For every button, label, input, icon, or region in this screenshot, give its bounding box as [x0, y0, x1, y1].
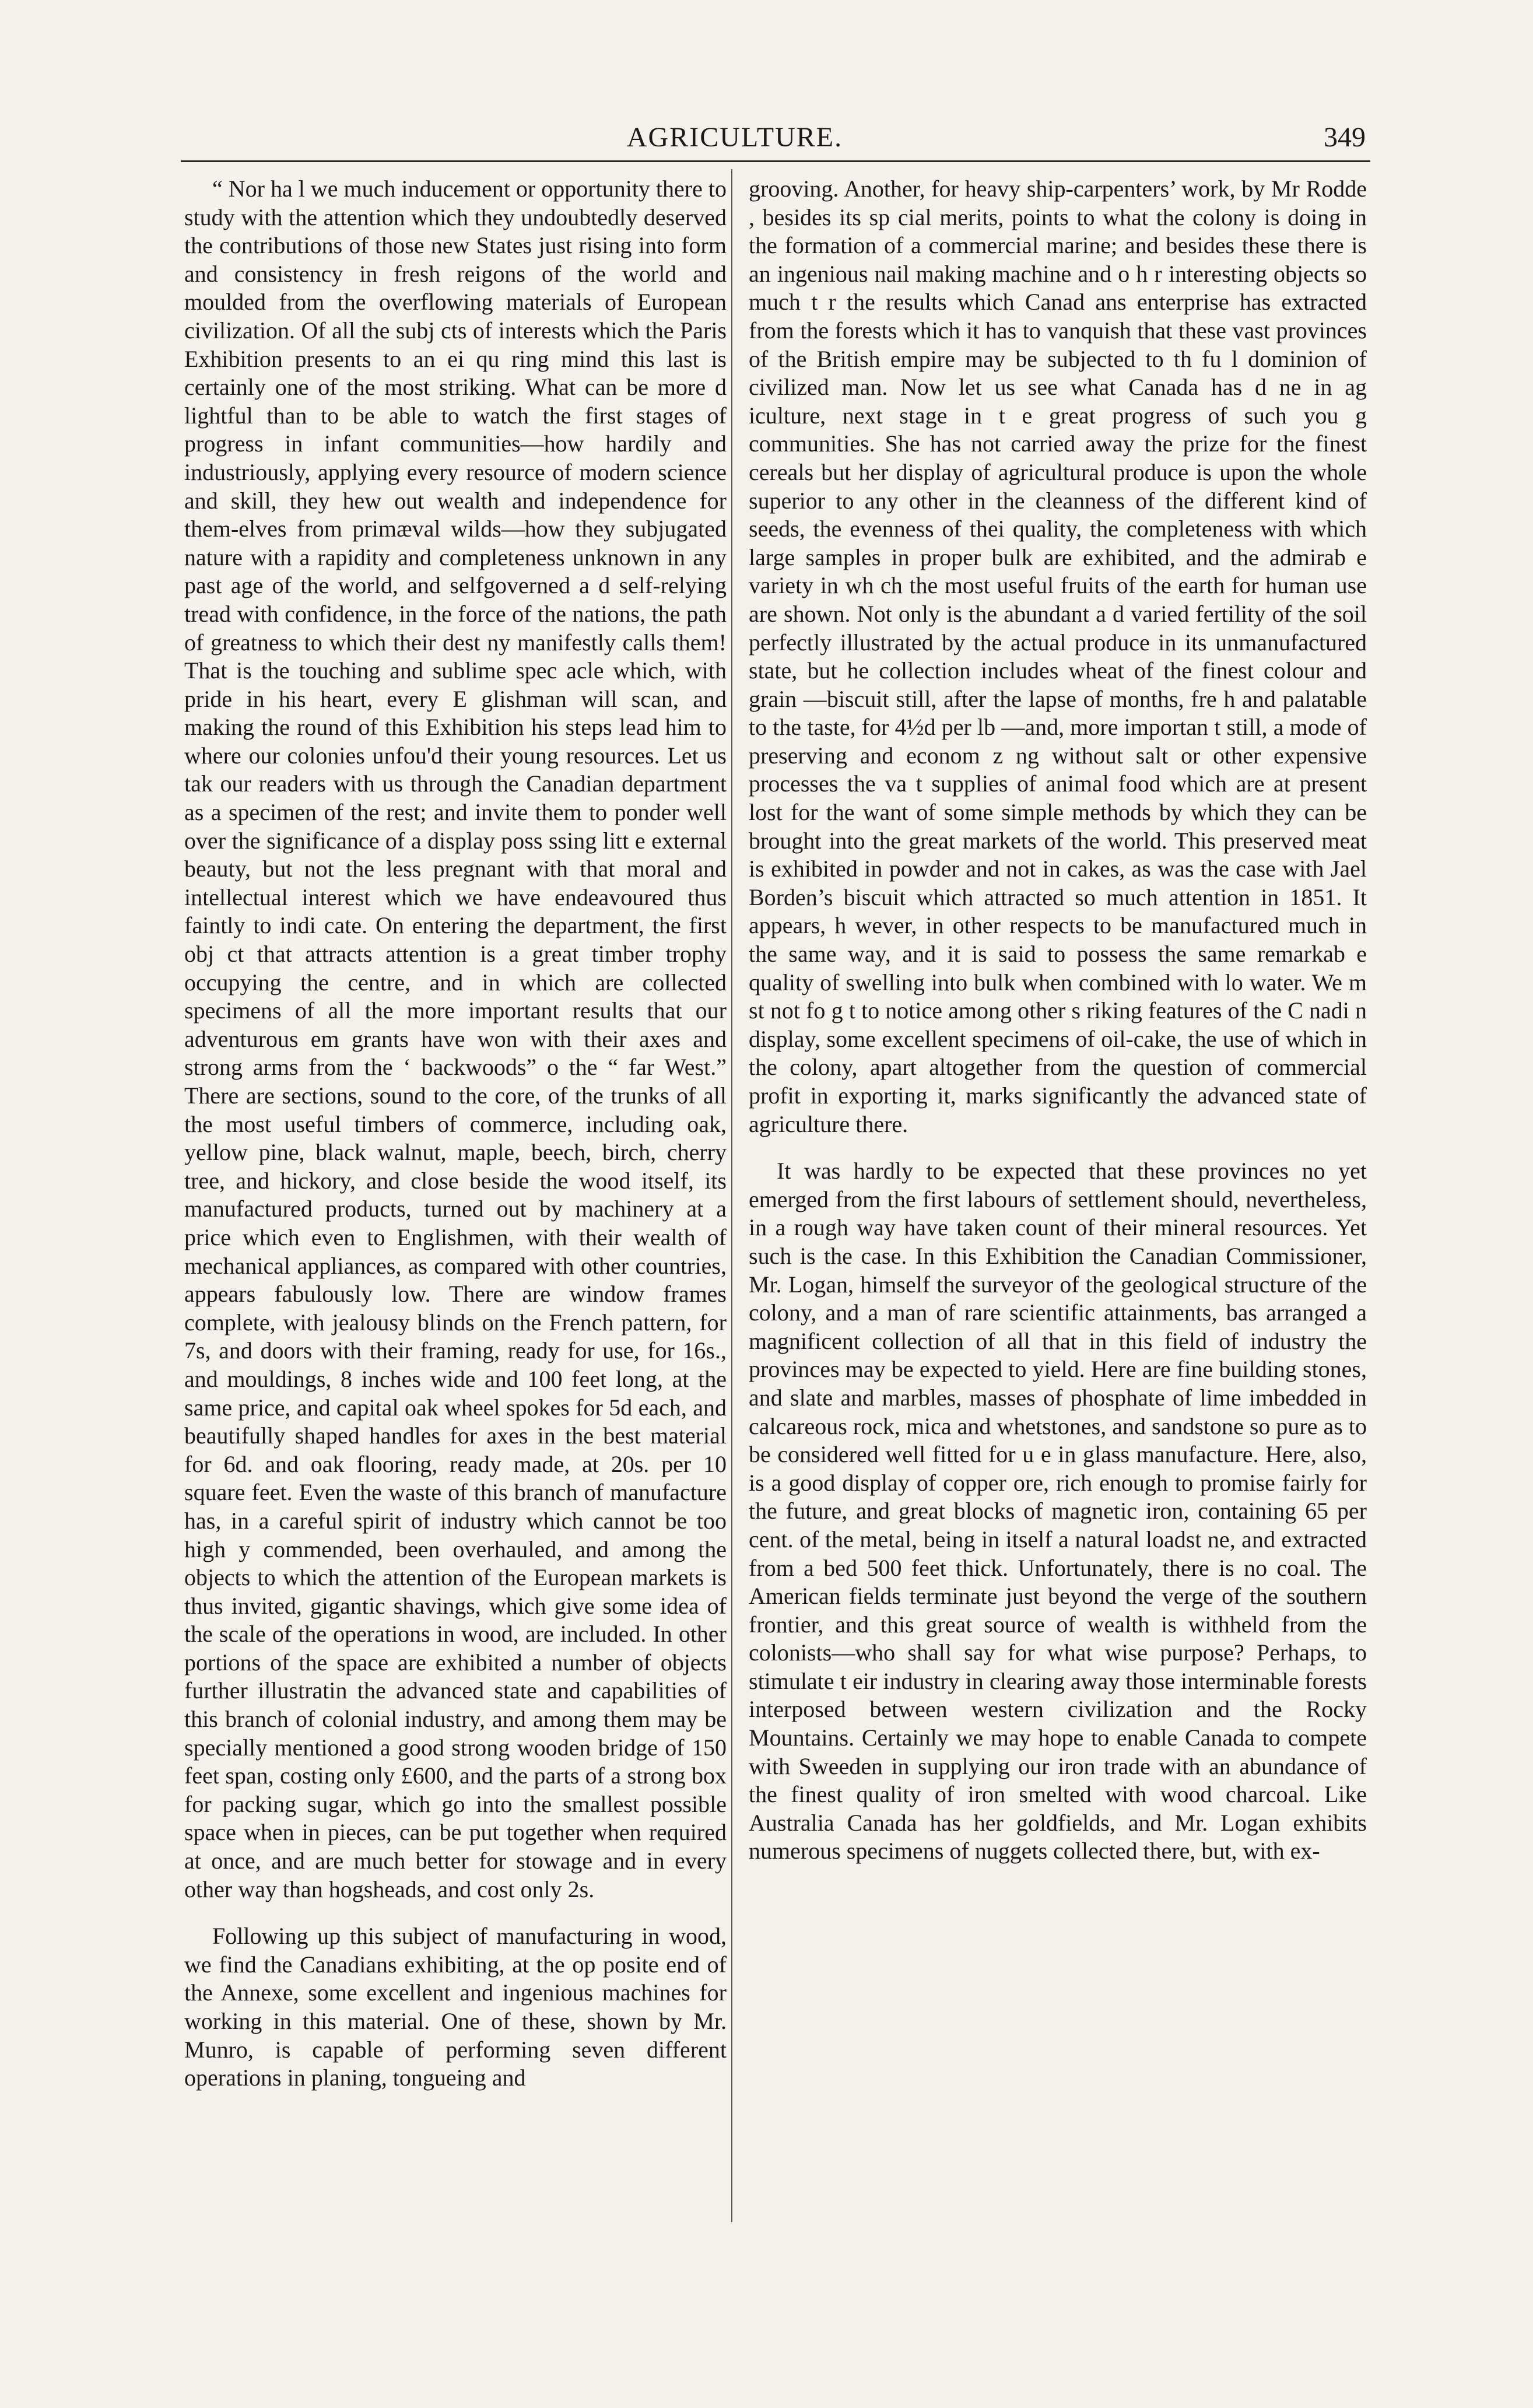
running-title: AGRICULTURE. — [626, 122, 843, 153]
column-divider — [731, 169, 732, 2222]
page-number: 349 — [1324, 122, 1366, 153]
paragraph: It was hardly to be expected that these provinces no yet emerged from the first labours of settlement should, nevertheless, in a rough way have taken count of their mineral resources. Yet such is the case. In this Exhibition the Canadian Commissioner, Mr. Logan, himself the surveyor of the geological structure of the colony, and a man of rare scientific attainments, bas arranged a magnificent collection of all that in this field of industry the provinces may be expected to yield. Here are fine building stones, and slate and marbles, masses of phosphate of lime imbedded in calcareous rock, mica and whetstones, and sandstone so pure as to be considered well fitted for u e in glass manufacture. Here, also, is a good display of copper ore, rich enough to promise fairly for the future, and great blocks of magnetic iron, containing 65 per cent. of the metal, being in itself a natural loadst ne, and extracted from a bed 500 feet thick. Unfortunately, there is no coal. The American fields terminate just beyond the verge of the southern frontier, and this great source of wealth is withheld from the colonists—who shall say for what wise purpose? Perhaps, to stimulate t eir industry in clearing away those interminable forests interposed between western civilization and the Rocky Mountains. Certainly we may hope to enable Canada to compete with Sweeden in supplying our iron trade with an abundance of the finest quality of iron smelted with wood charcoal. Like Australia Canada has her goldfields, and Mr. Logan exhibits numerous specimens of nuggets collected there, but, with ex- — [749, 1158, 1367, 1864]
paragraph: “ Nor ha l we much inducement or opportunity there to study with the attention which they undoubtedly deserved the contributions of those new States just rising into form and consistency in fresh reigons of the world and moulded from the overflowing materials of European civilization. Of all the subj cts of interests which the Paris Exhibition presents to an ei qu ring mind this last is certainly one of the most striking. What can be more d lightful than to be able to watch the first stages of progress in infant communities—how hardily and industriously, applying every resource of modern science and skill, they hew out wealth and independence for them-elves from primæval wilds—how they subjugated nature with a rapidity and completeness unknown in any past age of the world, and selfgoverned a d self-relying tread with confidence, in the force of the nations, the path of greatness to which their dest ny manifestly calls them! That is the touching and sublime spec acle which, with pride in his heart, every E glishman will scan, and making the round of this Exhibition his steps lead him to where our colonies unfou'd their young resources. Let us tak our readers with us through the Canadian department as a specimen of the rest; and invite them to ponder well over the significance of a display poss ssing litt e external beauty, but not the less pregnant with that moral and intellectual interest which we have endeavoured thus faintly to indi cate. On entering the department, the first obj ct that attracts attention is a great timber trophy occupying the centre, and in which are collected specimens of all the more important results that our adventurous em grants have won with their axes and strong arms from the ‘ backwoods” o the “ far West.” There are sections, sound to the core, of the trunks of all the most useful timbers of commerce, including oak, yellow pine, black walnut, maple, beech, birch, cherry tree, and hickory, and close beside the wood itself, its manufactured products, turned out by machinery at a price which even to Englishmen, with their wealth of mechanical appliances, as compared with other countries, appears fabulously low. There are window frames complete, with jealousy blinds on the French pattern, for 7s, and doors with their framing, ready for use, for 16s., and mouldings, 8 inches wide and 100 feet long, at the same price, and capital oak wheel spokes for 5d each, and beautifully shaped handles for axes in the best material for 6d. and oak flooring, ready made, at 20s. per 10 square feet. Even the waste of this branch of manufacture has, in a careful spirit of industry which cannot be too high y commended, been overhauled, and among the objects to which the attention of the European markets is thus invited, gigantic shavings, which give some idea of the scale of the operations in wood, are included. In other portions of the space are exhibited a number of objects further illustratin the advanced state and capabilities of this branch of colonial industry, and among them may be specially mentioned a good strong wooden bridge of 150 feet span, costing only £600, and the parts of a strong box for packing sugar, which go into the smallest possible space when in pieces, can be put together when required at once, and are much better for stowage and in every other way than hogsheads, and cost only 2s. — [184, 176, 727, 1902]
paragraph: Following up this subject of manufacturing in wood, we find the Canadians exhibiting, at the op posite end of the Annexe, some excellent and ingenious machines for working in this material. One of these, shown by Mr. Munro, is capable of performing seven different operations in planing, tongueing and — [184, 1923, 727, 2091]
header-rule — [181, 160, 1370, 162]
left-column — [184, 175, 727, 2111]
right-column — [749, 175, 1367, 1884]
paragraph: grooving. Another, for heavy ship-carpenters’ work, by Mr Rodde , besides its sp cial merits, points to what the colony is doing in the formation of a commercial marine; and besides these there is an ingenious nail making machine and o h r interesting objects so much t r the results which Canad ans enterprise has extracted from the forests which it has to vanquish that these vast provinces of the British empire may be subjected to th fu l dominion of civilized man. Now let us see what Canada has d ne in ag iculture, next stage in t e great progress of such you g communities. She has not carried away the prize for the finest cereals but her display of agricultural produce is upon the whole superior to any other in the cleanness of the different kind of seeds, the evenness of thei quality, the completeness with which large samples in proper bulk are exhibited, and the admirab e variety in wh ch the most useful fruits of the earth for human use are shown. Not only is the abundant a d varied fertility of the soil perfectly illustrated by the actual produce in its unmanufactured state, but he collection includes wheat of the finest colour and grain —biscuit still, after the lapse of months, fre h and palatable to the taste, for 4½d per lb —and, more importan t still, a mode of preserving and econom z ng without salt or other expensive processes the va t supplies of animal food which are at present lost for the want of some simple methods by which they can be brought into the great markets of the world. This preserved meat is exhibited in powder and not in cakes, as was the case with Jael Borden’s biscuit which attracted so much attention in 1851. It appears, h wever, in other respects to be manufactured much in the same way, and it is said to possess the same remarkab e quality of swelling into bulk when combined with lo water. We m st not fo g t to notice among other s riking features of the C nadi n display, some excellent specimens of oil-cake, the use of which in the colony, apart altogether from the question of commercial profit in exporting it, marks significantly the advanced state of agriculture there. — [749, 176, 1367, 1137]
